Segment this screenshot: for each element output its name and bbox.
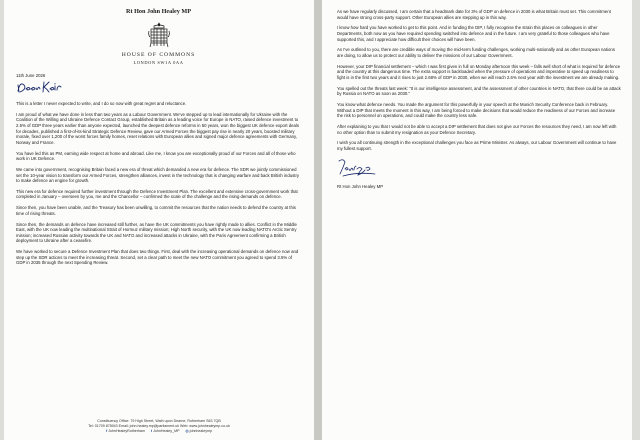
letter-paragraph: You know what defence needs. You made the argument for this powerfully in your speech at the Munich Security Conference back in February. Without a DIP that meets the moment in this way, I am being forced to make decisions that would reduce the readiness of our Forces and increase the risk to personnel on operations, and could make the country less safe. (337, 102, 616, 119)
letter-paragraph: We came into government, recognising Britain faced a new era of threat which demanded a new era for defence. The SDR we jointly commissioned set the 10-year vision to transform our Armed Forces, strengthen alliances, invest in the technology that is changing warfare and back British industry to make defence an engine for growth. (16, 166, 300, 184)
instagram-link[interactable]: ◎ johnhealeymp (185, 429, 213, 433)
facebook-icon: f (105, 429, 108, 433)
house-of-commons-title: HOUSE OF COMMONS (121, 52, 196, 58)
letter-paragraph: You spelled out the threats last week: "It is our intelligence assessment, and the assessment of other countries in NATO, that there could be an attack by Russia on NATO as soon as 2030." (337, 85, 621, 97)
instagram-icon: ◎ (185, 429, 189, 433)
letter-footer (4, 419, 314, 434)
letter-paragraph: This new era for defence required further investment through the Defence Investment Plan. The excellent and extensive cross-government work that completed in January – overseen by you, me and the Chancellor – confirmed the scale of the challenge and the rising demands on defence. (16, 188, 298, 200)
footer-office-address: Constituency Office: 79 High Street, Wath upon Dearne, Rotherham S63 7QB (97, 419, 221, 423)
sign-off-name: Rt Hon John Healey MP (337, 183, 384, 189)
letter-paragraph: As I've outlined to you, there are credible ways of moving the mid-term funding challenges, working multi-nationally and as other European nations are doing, to allow us to protect our ability to deliver the missions of our Labour Government. (337, 47, 615, 58)
mp-name-header: Rt Hon John Healey MP (126, 8, 191, 15)
twitter-link[interactable]: t JohnHealey_MP (150, 429, 180, 433)
handwritten-salutation (16, 79, 62, 95)
letter-paragraph: This is a letter I never expected to write, and I do so now with great regret and reluctance. (16, 101, 187, 106)
letter-date: 11th June 2026 (16, 73, 46, 78)
portcullis-crest-icon (148, 22, 170, 50)
letter-paragraph: I wish you all continuing strength in the exceptional challenges you face as Prime Minister. As always, our Labour Government will continue to have my fullest support. (337, 140, 617, 151)
letter-paragraph: Since then, you have been unable, and the Treasury has been unwilling, to commit the resources that the nation needs to defend the country at this time of rising threats. (16, 205, 296, 216)
letter-paragraph: Since then, the demands on defence have increased still further, as have the UK commitments you have rightly made to allies. Conflict in the Middle East, with the UK now leading the multinational Strait of Hormuz military mission; High North security, with the UK now leading NATO's Arctic Sentry mission; increased Russian activity towards the UK and NATO and increased attacks in Ukraine, with the Paris Agreement confirming a British deployment to Ukraine after a ceasefire. (16, 221, 297, 244)
parliament-address: LONDON SW1A 0AA (133, 60, 184, 65)
twitter-icon: t (150, 429, 153, 433)
footer-social-links (4, 429, 314, 434)
letter-page-1 (4, 0, 314, 440)
facebook-link[interactable]: f JohnHealeyRotherham (105, 429, 145, 433)
page-gutter (314, 0, 322, 440)
letter-paragraph: You have led this as PM, earning wide respect at home and abroad. Like me, I know you are exceptionally proud of our Forces and all of those who work in UK Defence. (16, 150, 296, 162)
letter-paragraph: We have worked to secure a Defence Investment Plan that does two things. First, deal with the increasing operational demands on defence now and step up the SDR actions to meet the increasing threat. Second, set a clear path to meet the new NATO commitment you agreed to spend 3.5% of GDP in 2035 through the next Spending Review. (16, 249, 299, 266)
letter-paragraph: However, your DIP financial settlement – which I was first given in full on Monday afternoon this week – falls well short of what is required for defence and the country at this dangerous time. The extra support is backloaded when the pressure of operations and imperative to speed up readiness to fight is in the first two years and it rises to just 2.68% of GDP in 2030, when we will reach 2.6% next year with the investment we are already making. (337, 63, 621, 80)
letter-paragraph: I know how hard you have worked to get to this point. And in funding the DIP, I fully recognise the strain this places on colleagues in other Departments, both now as you have required spending switched into defence and in the future. I am very grateful to those colleagues who have supported this, and I appreciate how difficult their choices will have been. (337, 25, 610, 42)
footer-contact-details: Tel: 01709 875943 Email: john.healey.mp@parliament.uk Web: www.johnhealeymp.co.uk (88, 424, 230, 428)
letter-paragraph: I am proud of what we have done in less than two years as a Labour Government. We've stepped up to lead internationally for Ukraine with the Coalition of the Willing and Ukraine Defence Contact Group, established Britain as a leading voice for Europe in NATO, raised defence investment to 2.5% of GDP three years earlier than anyone expected, launched the deepest defence reforms in 50 years, won the biggest UK defence export deals for decades, published a first-of-its-kind Strategic Defence Review, gave our Armed Forces the biggest pay rise in nearly 20 years, boosted military morale, fixed over 1,200 of the worst forces family homes, reset relations with European allies and signed major defence agreements with Germany, Norway and France. (16, 111, 299, 145)
letter-paragraph: As we have regularly discussed, I am certain that a headmark date for 3% of GDP on defence in 2030 is what Britain must set. This commitment would have strong cross-party support. Other European allies are stepping up in this way. (337, 9, 611, 20)
letter-paragraph: After explaining to you that I would not be able to accept a DIP settlement that does not give our Forces the resources they need, I am now left with no other option than to submit my resignation as your Defence Secretary. (337, 124, 617, 135)
letter-page-2 (322, 0, 632, 440)
handwritten-signature (337, 157, 381, 181)
